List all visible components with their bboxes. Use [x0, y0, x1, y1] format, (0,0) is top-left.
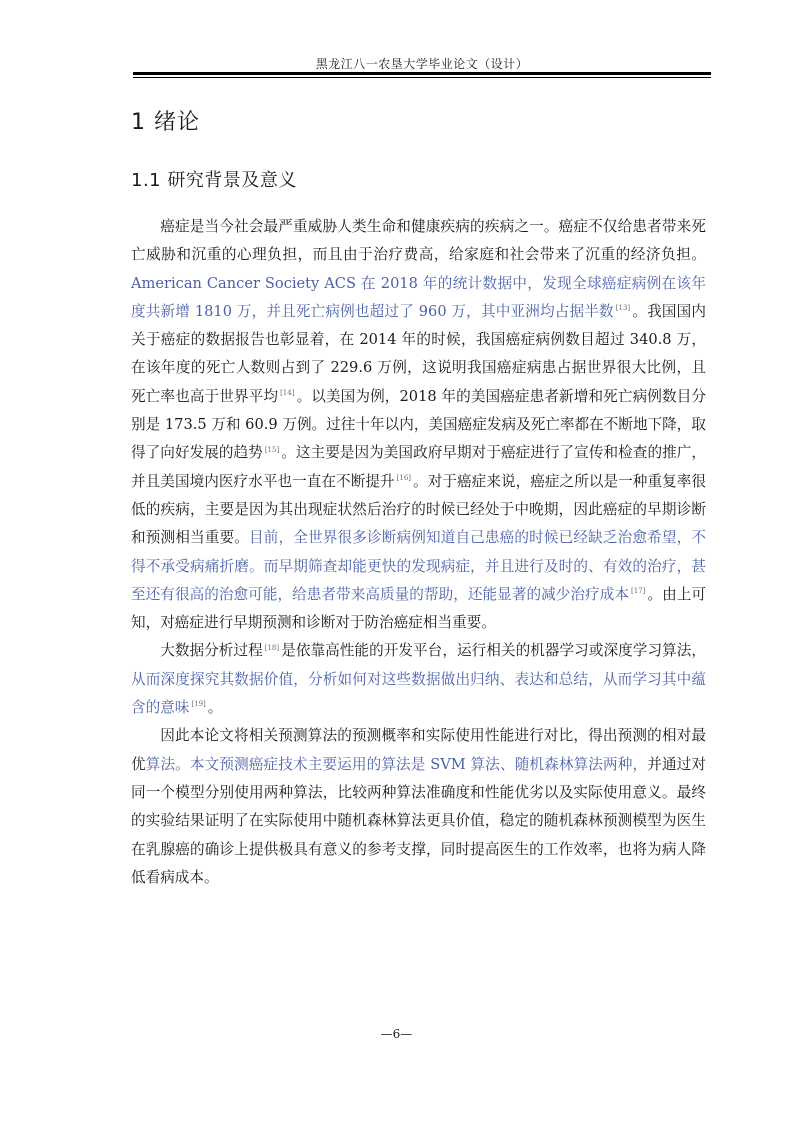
citation-ref: [14] [280, 388, 295, 397]
text-run: 大数据分析过程 [160, 642, 263, 660]
citation-ref: [16] [396, 473, 412, 482]
section-title: 1.1 研究背景及意义 [131, 170, 297, 191]
text-run: 是依靠高性能的开发平台，运行相关的机器学习或深度学习算法， [281, 642, 706, 660]
highlighted-text: 从而深度探究其数据价值，分析如何对这些数据做出归纳、表达和总结，从而学习其中蕴含的意味 [131, 670, 706, 717]
page-header-title: 黑龙江八一农垦大学毕业论文（设计） [315, 57, 529, 71]
paragraph [131, 213, 706, 637]
text-run: 。对于癌症来说，癌症之所以是一种重复率很低的疾病，主要是因为其出现症状然后治疗的时候已经处于中晚期，因此癌症的早期诊断和预测相当重要。 [131, 472, 706, 547]
highlighted-text: 目前，全世界很多诊断病例知道自己患癌的时候已经缺乏治愈希望，不得不承受病痛折磨。而早期筛查却能更快的发现病症，并且进行及时的、有效的治疗，甚至还有很高的治愈可能，给患者带来高质量的帮助，还能显著的减少治疗成本 [131, 529, 706, 603]
paragraph [131, 637, 706, 722]
text-run: 。 [207, 699, 223, 717]
text-run: 因此本论文将相关预测算法的预测概率和实际使用性能进行对比，得出预测的相对最优 [131, 727, 706, 773]
text-run: 。由上可知，对癌症进行早期预测和诊断对于防治癌症相当重要。 [131, 585, 706, 632]
chapter-title: 1 绪论 [131, 110, 200, 135]
citation-ref: [15] [264, 445, 280, 454]
citation-ref: [18] [264, 643, 280, 652]
text-run: 癌症是当今社会最严重威胁人类生命和健康疾病的疾病之一。癌症不仅给患者带来死亡威胁和沉重的心理负担，而且由于治疗费高，给家庭和社会带来了沉重的经济负担。 [131, 218, 706, 264]
body-text [131, 213, 706, 892]
page-number: —6— [380, 1027, 413, 1041]
citation-ref: [19] [191, 700, 206, 709]
text-run: 。我国国内关于癌症的数据报告也彰显着，在 2014 年的时候，我国癌症病例数目超过 340.8 万，在该年度的死亡人数则占到了 229.6 万例，这说明我国癌症病患占据世界很大比例，且死亡率也高于世界平均 [131, 302, 706, 405]
text-run: 并通过对同一个模型分别使用两种算法，比较两种算法准确度和性能优劣以及实际使用意义。最终的实验结果证明了在实际使用中随机森林算法更具价值，稳定的随机森林预测模型为医生在乳腺癌的确诊上提供极具有意义的参考支撑，同时提高医生的工作效率，也将为病人降低看病成本。 [131, 755, 706, 886]
citation-ref: [17] [631, 587, 646, 595]
header-rule-thick [133, 72, 711, 75]
header-rule-thin [133, 77, 711, 78]
citation-ref: [13] [615, 304, 631, 313]
text-run: 。这主要是因为美国政府早期对于癌症进行了宣传和检查的推广，并且美国境内医疗水平也一直在不断提升 [131, 444, 706, 490]
paragraph [131, 722, 706, 892]
highlighted-text: 算法。本文预测癌症技术主要运用的算法是 SVM 算法、随机森林算法两种， [145, 755, 648, 773]
highlighted-text: American Cancer Society ACS 在 2018 年的统计数据中，发现全球癌症病例在该年度共新增 1810 万，并且死亡病例也超过了 960 万，其中亚洲均占据半数 [131, 274, 706, 320]
text-run: 。以美国为例，2018 年的美国癌症患者新增和死亡病例数目分别是 173.5 万和 60.9 万例。过往十年以内，美国癌症发病及死亡率都在不断地下降，取得了向好发展的趋势 [131, 387, 707, 462]
